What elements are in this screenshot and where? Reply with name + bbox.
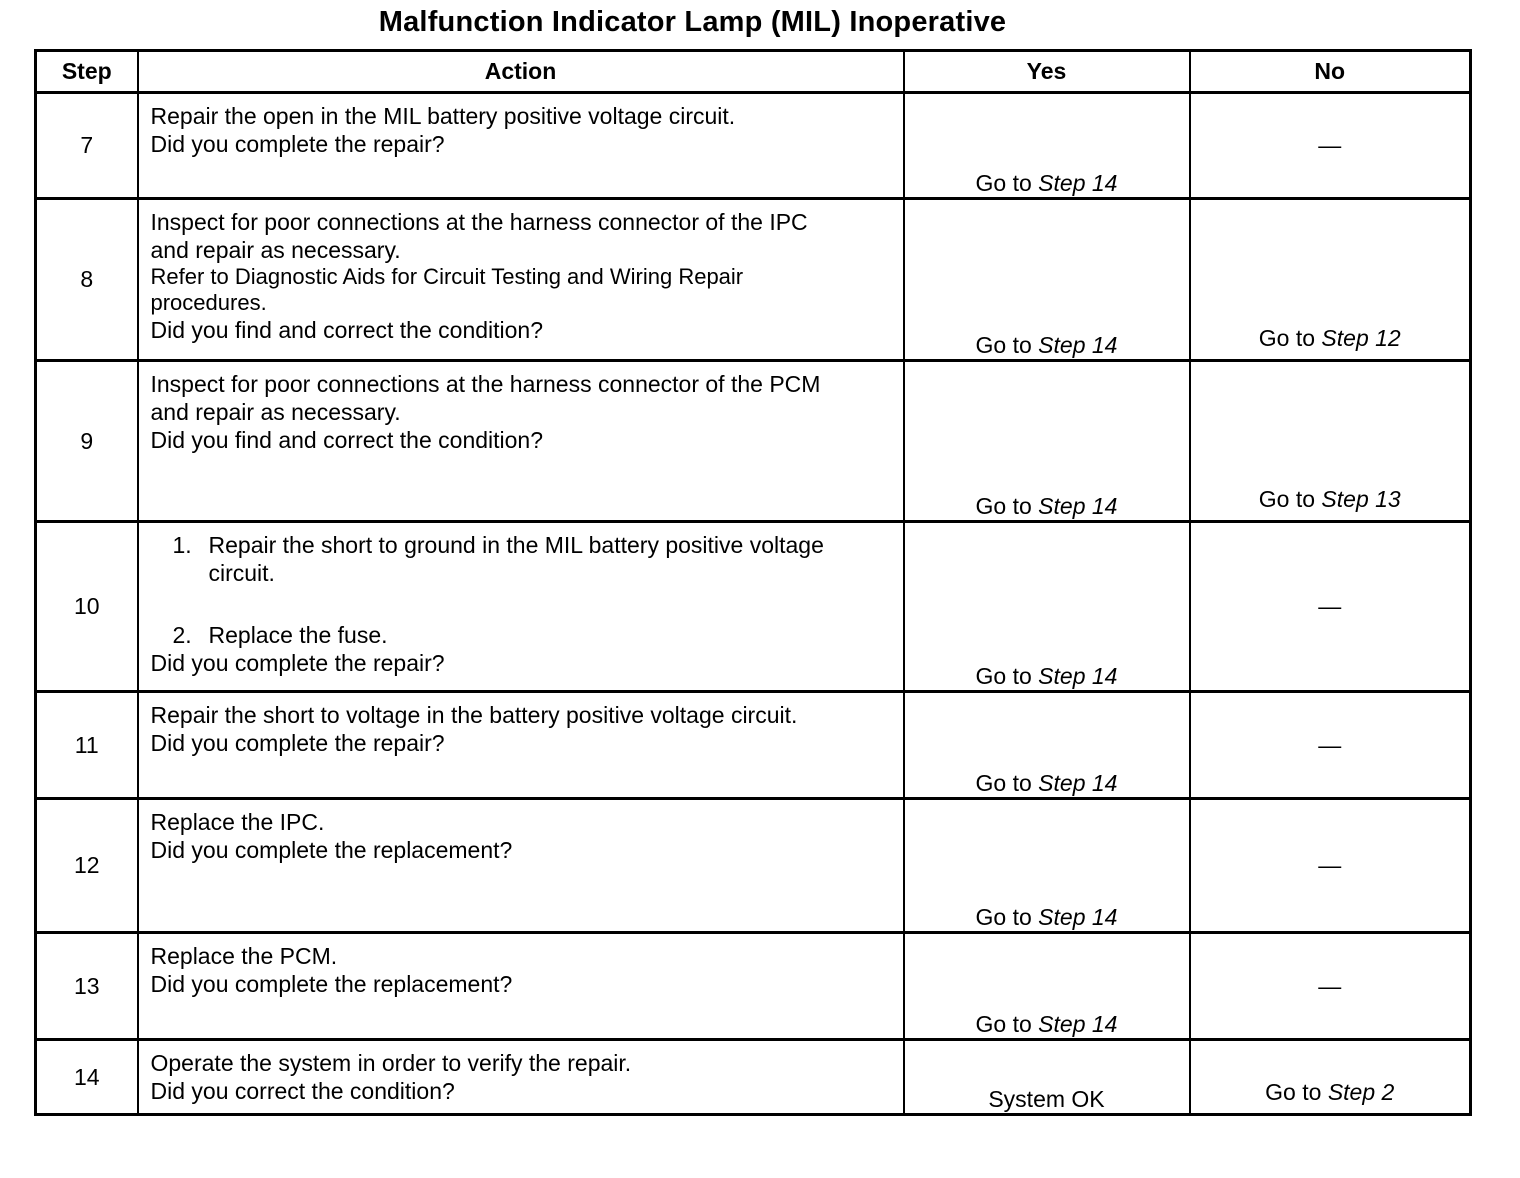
yes-cell xyxy=(904,199,1190,361)
table-row xyxy=(36,361,1471,522)
diagnostic-table xyxy=(34,49,1472,1116)
system-ok-text: System OK xyxy=(988,1086,1105,1112)
goto-step: Step 13 xyxy=(1321,486,1401,512)
step-number: 10 xyxy=(36,522,138,692)
action-cell xyxy=(138,1040,904,1115)
goto-step: Step 2 xyxy=(1327,1079,1395,1105)
step-number: 12 xyxy=(36,799,138,933)
step-number: 7 xyxy=(36,93,138,199)
table-row xyxy=(36,1040,1471,1115)
yes-cell xyxy=(904,799,1190,933)
empty-dash: — xyxy=(1318,852,1342,878)
action-question: Did you complete the repair? xyxy=(150,730,445,756)
table-row xyxy=(36,799,1471,933)
goto-step: Step 14 xyxy=(1038,493,1118,519)
action-cell xyxy=(138,93,904,199)
action-text: Inspect for poor connections at the harness connector of the IPC xyxy=(150,209,808,235)
table-header-row xyxy=(36,51,1471,93)
action-text: and repair as necessary. xyxy=(150,399,401,425)
action-text: and repair as necessary. xyxy=(150,237,401,263)
goto-prefix: Go to xyxy=(975,1011,1032,1037)
yes-cell xyxy=(904,93,1190,199)
yes-cell xyxy=(904,361,1190,522)
action-cell xyxy=(138,799,904,933)
table-row xyxy=(36,522,1471,692)
goto-step: Step 14 xyxy=(1038,770,1118,796)
table-row xyxy=(36,933,1471,1040)
action-question: Did you complete the replacement? xyxy=(150,971,513,997)
goto-prefix: Go to xyxy=(975,663,1032,689)
action-cell xyxy=(138,933,904,1040)
empty-dash: — xyxy=(1318,593,1342,619)
step-number: 8 xyxy=(36,199,138,361)
goto-prefix: Go to xyxy=(1258,325,1316,351)
action-text: Repair the short to voltage in the battery positive voltage circuit. xyxy=(150,702,798,728)
action-text: Replace the IPC. xyxy=(150,809,325,835)
yes-cell xyxy=(904,1040,1190,1115)
goto-step: Step 14 xyxy=(1038,663,1118,689)
action-cell xyxy=(138,361,904,522)
empty-dash: — xyxy=(1318,731,1342,758)
goto-step: Step 14 xyxy=(1038,1011,1118,1037)
step-number: 11 xyxy=(36,692,138,799)
goto-prefix: Go to xyxy=(975,770,1032,796)
action-reference: procedures. xyxy=(150,290,267,315)
table-row xyxy=(36,93,1471,199)
list-item xyxy=(173,621,891,649)
table-row xyxy=(36,199,1471,361)
action-question: Did you complete the replacement? xyxy=(150,837,513,863)
list-text: Repair the short to ground in the MIL battery positive voltage xyxy=(208,532,824,558)
action-question: Did you complete the repair? xyxy=(150,131,445,157)
step-number: 13 xyxy=(36,933,138,1040)
empty-dash: — xyxy=(1318,132,1342,158)
list-text: Replace the fuse. xyxy=(208,622,388,648)
action-text: Replace the PCM. xyxy=(150,943,338,969)
action-question: Did you complete the repair? xyxy=(150,650,445,676)
list-item xyxy=(173,531,891,587)
action-question: Did you find and correct the condition? xyxy=(150,427,544,453)
header-action: Action xyxy=(138,51,904,93)
goto-prefix: Go to xyxy=(1258,486,1316,512)
list-number: 2. xyxy=(172,622,192,648)
no-cell xyxy=(1190,361,1471,522)
action-list xyxy=(151,531,891,649)
no-cell xyxy=(1190,522,1471,692)
header-step: Step xyxy=(36,51,138,93)
goto-prefix: Go to xyxy=(975,332,1032,358)
action-cell xyxy=(138,199,904,361)
no-cell xyxy=(1190,93,1471,199)
step-number: 14 xyxy=(36,1040,138,1115)
yes-cell xyxy=(904,522,1190,692)
page-title: Malfunction Indicator Lamp (MIL) Inoperative xyxy=(378,6,1007,38)
action-text: Inspect for poor connections at the harness connector of the PCM xyxy=(150,371,821,397)
action-cell xyxy=(138,522,904,692)
action-question: Did you correct the condition? xyxy=(150,1078,455,1104)
action-text: Operate the system in order to verify the repair. xyxy=(150,1050,632,1076)
goto-prefix: Go to xyxy=(975,170,1032,196)
goto-prefix: Go to xyxy=(975,904,1032,930)
goto-step: Step 14 xyxy=(1038,170,1118,196)
yes-cell xyxy=(904,933,1190,1040)
goto-prefix: Go to xyxy=(1265,1079,1322,1105)
goto-step: Step 14 xyxy=(1038,332,1118,358)
goto-prefix: Go to xyxy=(975,493,1032,519)
header-no: No xyxy=(1190,51,1471,93)
list-number: 1. xyxy=(172,532,192,558)
no-cell xyxy=(1190,933,1471,1040)
header-yes: Yes xyxy=(904,51,1190,93)
goto-step: Step 14 xyxy=(1038,904,1118,930)
step-number: 9 xyxy=(36,361,138,522)
goto-step: Step 12 xyxy=(1321,325,1401,351)
list-text: circuit. xyxy=(208,560,275,586)
empty-dash: — xyxy=(1318,972,1342,999)
table-row xyxy=(36,692,1471,799)
action-cell xyxy=(138,692,904,799)
no-cell xyxy=(1190,199,1471,361)
action-reference: Refer to Diagnostic Aids for Circuit Testing and Wiring Repair xyxy=(150,264,744,289)
yes-cell xyxy=(904,692,1190,799)
no-cell xyxy=(1190,692,1471,799)
action-text: Repair the open in the MIL battery positive voltage circuit. xyxy=(150,103,736,129)
action-question: Did you find and correct the condition? xyxy=(150,317,544,343)
no-cell xyxy=(1190,799,1471,933)
no-cell xyxy=(1190,1040,1471,1115)
